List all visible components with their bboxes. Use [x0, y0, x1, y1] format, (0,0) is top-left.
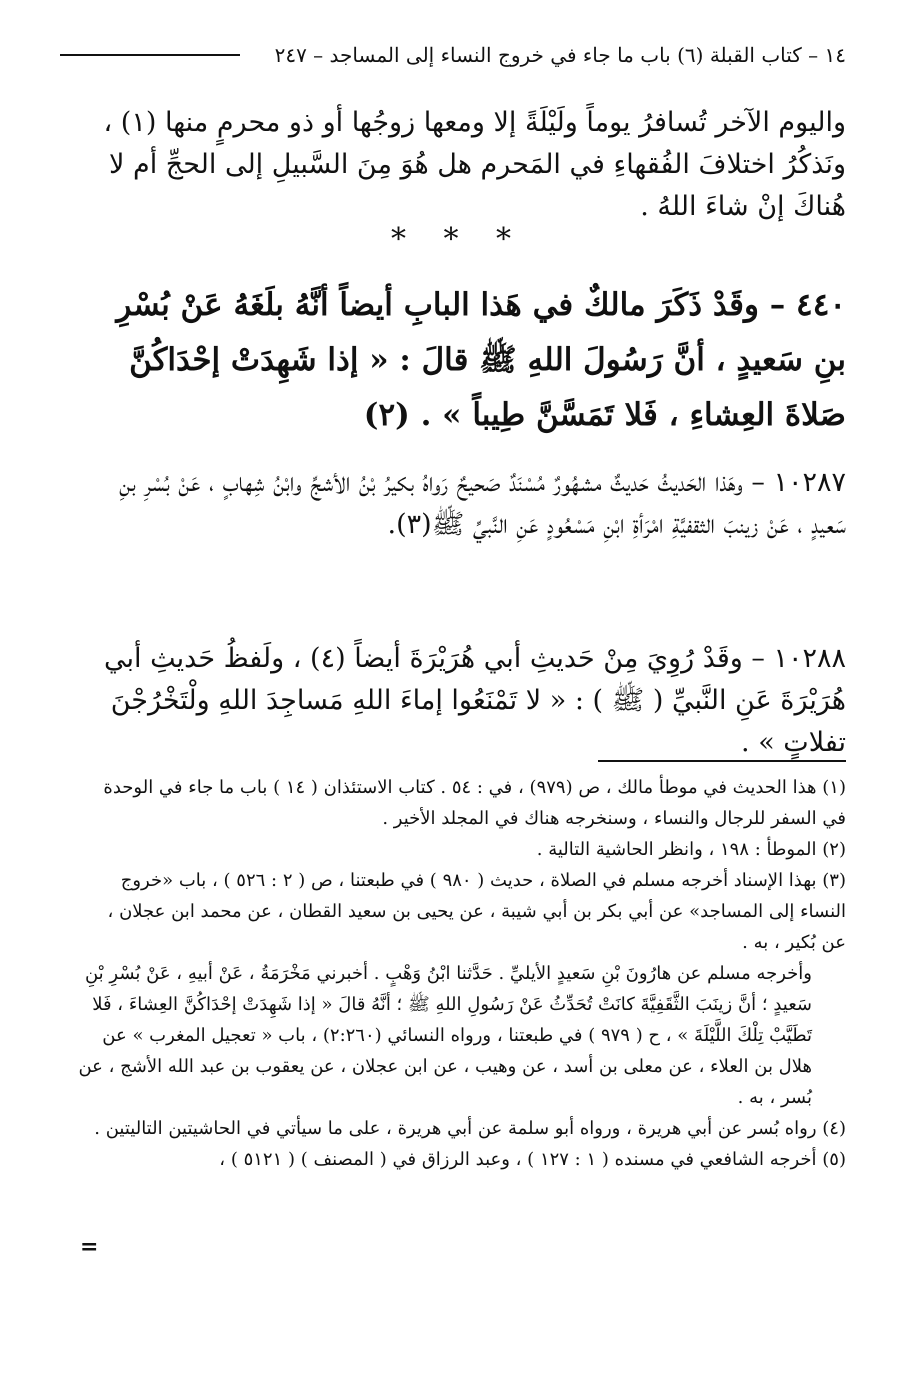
footnote-3-part-1: (٣) بهذا الإسناد أخرجه مسلم في الصلاة ، حديث ( ٩٨٠ ) في طبعتنا ، ص ( ٢ : ٥٢٦ ) ، باب «خروج النساء إلى المساجد» عن أبي بكر بن أبي شيبة ، عن يحيى بن سعيد القطان ، عن محمد ابن عجلان ، عن بُكير ، به . — [107, 870, 846, 953]
footnote-5: (٥) أخرجه الشافعي في مسنده ( ١ : ١٢٧ ) ، وعبد الرزاق في ( المصنف ) ( ٥١٢١ ) ، — [219, 1149, 846, 1170]
footnote-rule — [598, 760, 846, 762]
paragraph-10288: ١٠٢٨٨ – وقَدْ رُوِيَ مِنْ حَديثِ أبي هُرَيْرَةَ أيضاً (٤) ، ولَفظُ حَديثِ أبي هُرَيْرَةَ عَنِ النَّبيِّ ( ﷺ ) : « لا تَمْنَعُوا إماءَ اللهِ مَساجِدَ اللهِ ولْتَخْرُجْنَ تفلاتٍ » . — [104, 643, 846, 758]
hadith-440: ٤٤٠ – وقَدْ ذَكَرَ مالكٌ في هَذا البابِ أيضاً أنَّهُ بلَغَهُ عَنْ بُسْرِ بنِ سَعيدٍ ، أنَّ رَسُولَ اللهِ ﷺ قالَ : « إذا شَهِدَتْ إحْدَاكُنَّ صَلاةَ العِشاءِ ، فَلا تَمَسَّنَّ طِيباً » . (٢) — [116, 287, 846, 433]
footnote-3-part-2: وأخرجه مسلم عن هارُونَ بْنِ سَعيدٍ الأيليِّ . حَدَّثنا ابْنُ وَهْبٍ . أخبرني مَخْرَمَةُ ، عَنْ أبيهِ ، عَنْ بُسْرِ بْنِ سَعيدٍ ؛ أنَّ زينَبَ الثَّقَفِيَّةَ كانَتْ تُحَدِّثُ عَنْ رَسُولِ اللهِ ﷺ ؛ أنَّهُ قالَ « إذا شَهِدَتْ إحْدَاكُنَّ العِشاءَ ، فَلا تَطَيَّبْ تِلْكَ اللَّيْلَةَ » ، ح ( ٩٧٩ ) في طبعتنا ، ورواه النسائي (٢:٢٦٠) ، باب « تعجيل المغرب » عن هلال بن العلاء ، عن معلى بن أسد ، عن وهيب ، عن ابن عجلان ، عن يعقوب بن عبد الله الأشج ، عن بُسر ، به . — [78, 963, 812, 1108]
running-header: ١٤ – كتاب القبلة (٦) باب ما جاء في خروج النساء إلى المساجد – ٢٤٧ — [274, 43, 846, 67]
paragraph-10287: ١٠٢٨٧ – وهَذا الحَديثُ حَديثٌ مشهُورٌ مُسْنَدٌ صَحيحٌ رَواهُ بكيرُ بْنُ الأشجِّ وابْنُ شِهابٍ ، عَنْ بُسْرِ بنِ سَعيدٍ ، عَنْ زينبَ الثقفيَّةِ امْرَأةِ ابْنِ مَسْعُودٍ عَنِ النَّبيِّ ﷺ(٣). — [119, 467, 846, 540]
footnotes — [78, 772, 846, 1175]
header-rule — [60, 54, 240, 56]
footnote-3 — [78, 865, 846, 1113]
footnote-1: (١) هذا الحديث في موطأ مالك ، ص (٩٧٩) ، في : ٥٤ . كتاب الاستئذان ( ١٤ ) باب ما جاء في الوحدة في السفر للرجال والنساء ، وسنخرجه هناك في المجلد الأخير . — [103, 777, 846, 829]
continuation-mark: = — [80, 1234, 99, 1260]
section-separator: * * * — [390, 222, 526, 257]
footnote-4: (٤) رواه بُسر عن أبي هريرة ، ورواه أبو سلمة عن أبي هريرة ، على ما سيأتي في الحاشيتين التاليتين . — [94, 1118, 846, 1139]
paragraph-continuation: واليوم الآخر تُسافرُ يوماً ولَيْلَةً إلا ومعها زوجُها أو ذو محرمٍ منها (١) ، ونَذكُرُ اختلافَ الفُقهاءِ في المَحرم هل هُوَ مِنَ السَّبيلِ إلى الحجِّ أم لا هُناكَ إنْ شاءَ اللهُ . — [103, 107, 846, 222]
footnote-2: (٢) الموطأ : ١٩٨ ، وانظر الحاشية التالية . — [536, 839, 846, 860]
